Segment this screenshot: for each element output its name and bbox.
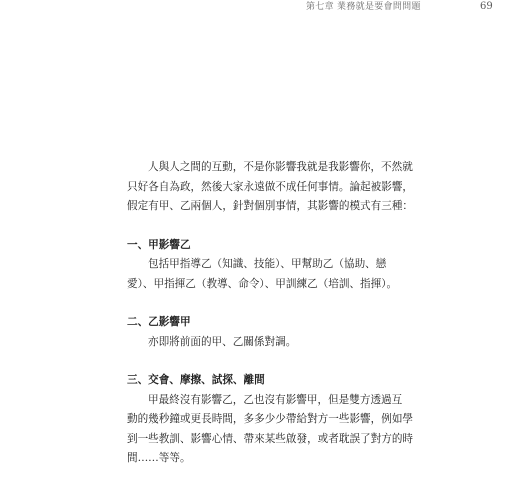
spacer [127, 217, 413, 236]
page-body [127, 158, 413, 469]
spacer [127, 352, 413, 371]
text-line: 亦即將前面的甲、乙關係對調。 [148, 335, 297, 348]
text-line: 人與人之間的互動，不是你影響我就是我影響你，不然就 [148, 161, 413, 173]
section-heading: 一、甲影響乙 [127, 238, 191, 251]
section-3 [127, 371, 413, 469]
section-paragraph [127, 391, 413, 411]
section-paragraph [127, 333, 413, 353]
running-header [306, 0, 496, 14]
text-line: 包括甲指導乙（知識、技能）、甲幫助乙（協助、戀 [148, 258, 387, 270]
text-line: 間……等等。 [127, 452, 191, 464]
text-line: 動的幾秒鐘或更長時間，多多少少帶給對方一些影響，例如學 [127, 413, 414, 425]
text-line: 愛）、甲指揮乙（教導、命令）、甲訓練乙（培訓、指揮）。 [127, 277, 398, 290]
intro-paragraph [127, 158, 413, 217]
text-line: 到一些教訓、影響心情、帶來某些啟發，或者耽誤了對方的時 [127, 432, 414, 445]
section-1 [127, 236, 413, 295]
section-2 [127, 313, 413, 352]
section-paragraph-cont [127, 410, 413, 469]
text-line: 只好各自為政，然後大家永遠做不成任何事情。論起被影響， [127, 180, 414, 193]
chapter-title: 第七章 業務就是要會問問題 [306, 2, 421, 12]
spacer [127, 294, 413, 313]
text-line: 假定有甲、乙兩個人，針對個別事情，其影響的模式有三種： [127, 200, 414, 212]
page-number: 69 [480, 1, 493, 12]
section-paragraph [127, 255, 413, 275]
section-heading: 二、乙影響甲 [127, 316, 191, 328]
text-line: 甲最終沒有影響乙，乙也沒有影響甲，但是雙方透過互 [148, 393, 403, 406]
section-paragraph-cont [127, 275, 413, 295]
section-heading: 三、交會、摩擦、試探、離間 [127, 374, 265, 386]
